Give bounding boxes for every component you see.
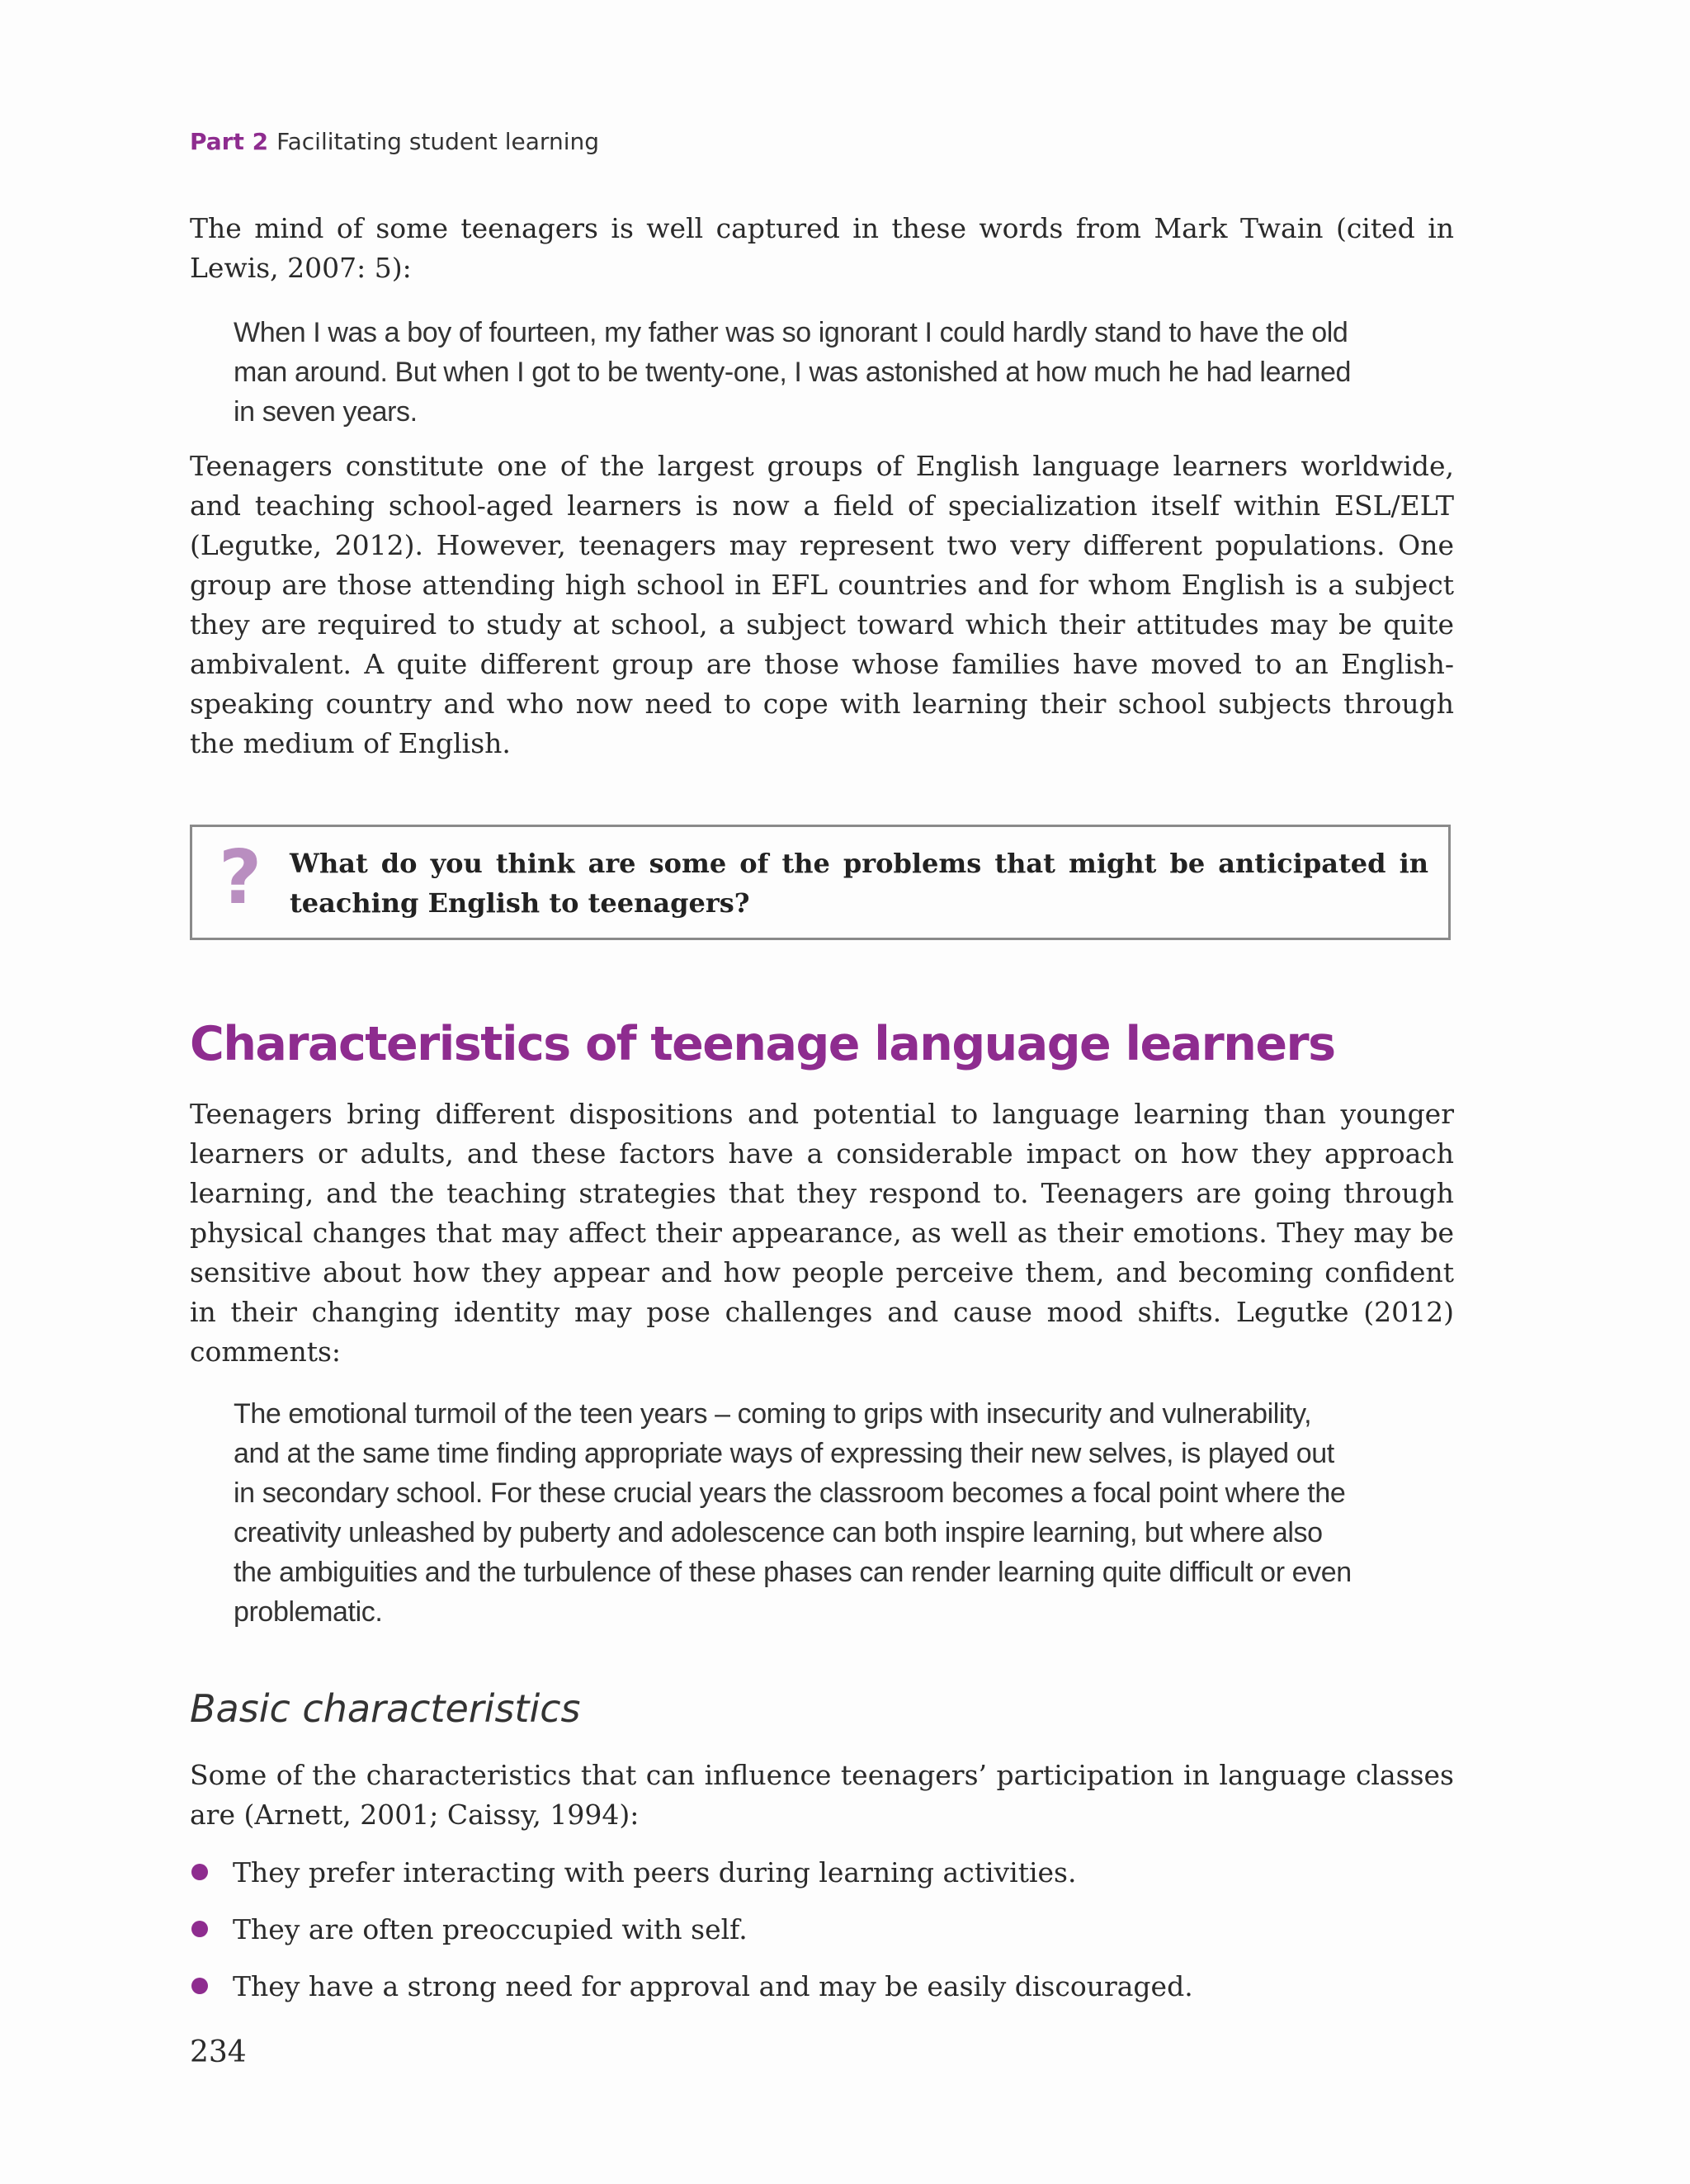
- running-head: [190, 128, 599, 155]
- teenagers-paragraph: Teenagers constitute one of the largest groups of English language learners worldwide, and teaching school-aged learners is now a field of specialization itself within ESL/ELT (Legutke, 2012). However, teenagers may represent two very different populations. One group are those attending high school in EFL countries and for whom English is a subject they are required to study at school, a subject toward which their attitudes may be quite ambivalent. A quite different group are those whose families have moved to an English-speaking country and who now need to cope with learning their school subjects through the medium of English.: [190, 450, 1454, 759]
- quote-line: man around. But when I got to be twenty-one, I was astonished at how much he had learned: [234, 357, 1352, 388]
- quote-line: the ambiguities and the turbulence of these phases can render learning quite difficult or even: [234, 1557, 1352, 1588]
- list-item: [190, 1853, 1193, 1910]
- quote-line: in secondary school. For these crucial years the classroom becomes a focal point where the: [234, 1477, 1346, 1509]
- quote-line: problematic.: [234, 1596, 383, 1628]
- question-box: [190, 825, 1451, 940]
- intro-paragraph: The mind of some teenagers is well captured in these words from Mark Twain (cited in Lewis, 2007: 5):: [190, 212, 1454, 284]
- quote-line: in seven years.: [234, 396, 418, 428]
- bullet-text: They have a strong need for approval and may be easily discouraged.: [233, 1970, 1193, 2002]
- quote-line: creativity unleashed by puberty and adolescence can both inspire learning, but where also: [234, 1517, 1323, 1548]
- section-heading: Characteristics of teenage language learners: [190, 1017, 1335, 1071]
- quote-line: The emotional turmoil of the teen years – coming to grips with insecurity and vulnerability,: [234, 1398, 1312, 1430]
- bullet-list: [190, 1853, 1193, 2024]
- twain-quote: [234, 313, 1576, 432]
- bullet-icon: [191, 1864, 208, 1880]
- page-number: 234: [190, 2035, 247, 2069]
- running-head-part: Part 2: [190, 128, 269, 155]
- list-item: [190, 1910, 1193, 1967]
- book-page: [190, 0, 1454, 2184]
- quote-line: and at the same time finding appropriate ways of expressing their new selves, is played out: [234, 1438, 1334, 1469]
- bullet-icon: [191, 1978, 208, 1994]
- question-mark-icon: ?: [219, 834, 262, 921]
- quote-line: When I was a boy of fourteen, my father was so ignorant I could hardly stand to have the old: [234, 317, 1348, 348]
- sub-heading: Basic characteristics: [190, 1686, 581, 1731]
- bullet-text: They are often preoccupied with self.: [233, 1913, 748, 1945]
- characteristics-paragraph: Teenagers bring different dispositions and potential to language learning than younger learners or adults, and these factors have a considerable impact on how they approach learning, and the teaching strategies that they respond to. Teenagers are going through physical changes that may affect their appearance, as well as their emotions. They may be sensitive about how they appear and how people perceive them, and becoming confident in their changing identity may pose challenges and cause mood shifts. Legutke (2012) comments:: [190, 1098, 1454, 1368]
- list-item: [190, 1967, 1193, 2024]
- legutke-quote: [234, 1394, 1576, 1632]
- bullet-text: They prefer interacting with peers during learning activities.: [233, 1856, 1077, 1889]
- bullet-icon: [191, 1921, 208, 1937]
- basic-paragraph: Some of the characteristics that can influence teenagers’ participation in language classes are (Arnett, 2001; Caissy, 1994):: [190, 1759, 1454, 1831]
- question-text: What do you think are some of the problems that might be anticipated in teaching English to teenagers?: [290, 848, 1428, 919]
- running-head-title: Facilitating student learning: [276, 128, 599, 155]
